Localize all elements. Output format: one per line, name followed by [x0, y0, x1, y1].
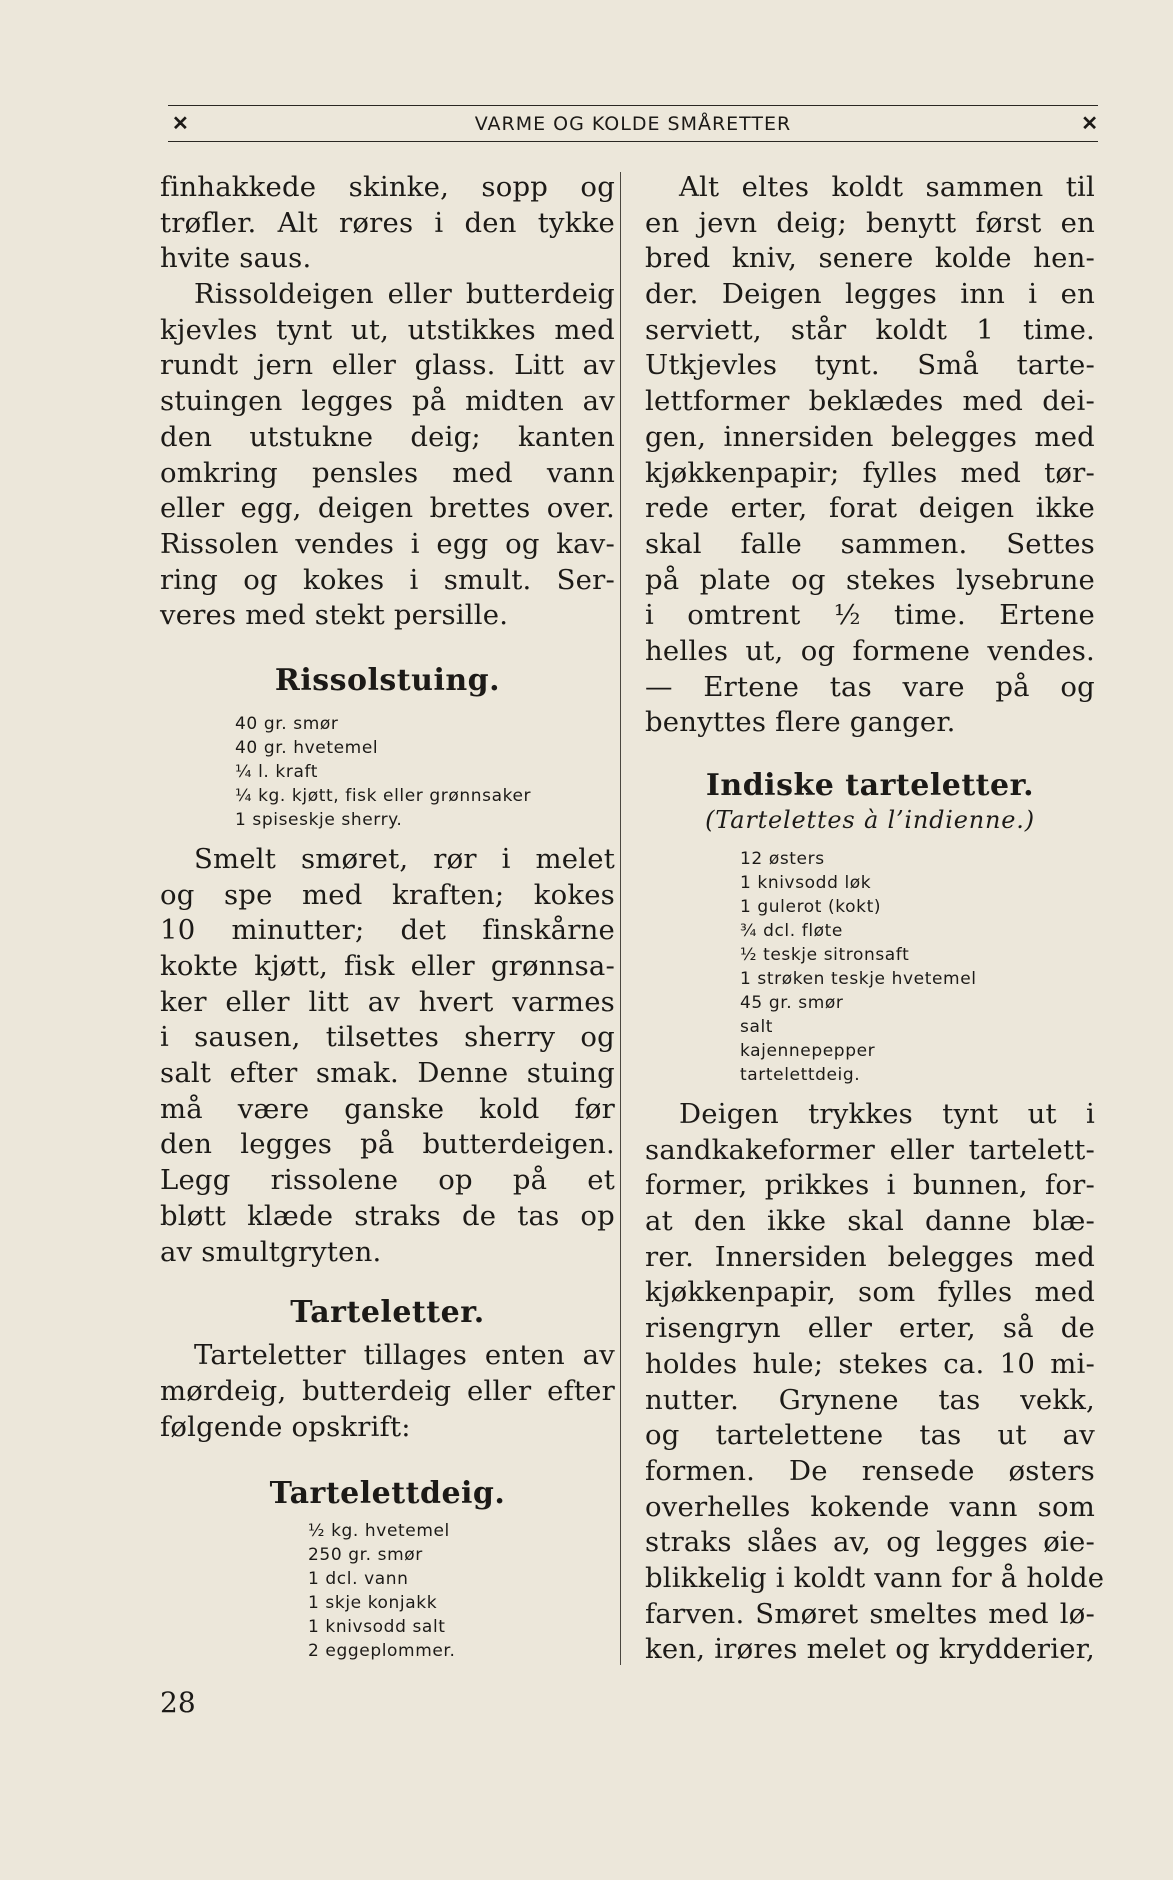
page-number: 28: [160, 1686, 196, 1719]
text-line: sandkakeformer eller tartelett-: [645, 1133, 1095, 1166]
ingredient-item: 40 gr. smør: [235, 713, 339, 734]
text-line: i omtrent ½ time. Ertene: [645, 599, 1095, 632]
ingredient-item: 40 gr. hvetemel: [235, 737, 379, 758]
text-line: en jevn deig; benytt først en: [645, 206, 1095, 239]
text-line: holdes hule; stekes ca. 10 mi-: [645, 1347, 1095, 1380]
paragraph: [160, 277, 615, 634]
text-line: må være ganske kold før: [160, 1092, 615, 1125]
ingredient-item: ¼ kg. kjøtt, fisk eller grønnsaker: [235, 785, 532, 806]
ingredient-item: 1 knivsodd løk: [740, 873, 872, 893]
text-line: Deigen trykkes tynt ut i: [679, 1098, 1095, 1130]
ingredient-item: 45 gr. smør: [740, 993, 844, 1013]
text-line: rundt jern eller glass. Litt av: [160, 349, 615, 382]
right-column: [645, 170, 1105, 1668]
text-line: — Ertene tas vare på og: [645, 670, 1095, 703]
text-line: at den ikke skal danne blæ-: [645, 1205, 1095, 1238]
text-line: rede erter, forat deigen ikke: [645, 492, 1095, 525]
text-line: Legg rissolene op på et: [160, 1164, 615, 1197]
text-line: den utstukne deig; kanten: [160, 420, 615, 453]
text-line: overhelles kokende vann som: [645, 1490, 1095, 1523]
text-line: ring og kokes i smult. Ser-: [160, 563, 615, 596]
ingredient-item: 1 spiseskje sherry.: [235, 809, 403, 830]
text-line: kjøkkenpapir; fylles med tør-: [645, 456, 1095, 489]
left-column: [160, 170, 615, 1663]
text-line: eller egg, deigen brettes over.: [160, 492, 615, 525]
ingredient-item: salt: [740, 1017, 774, 1037]
ingredient-list: [235, 712, 615, 832]
text-line: Utkjevles tynt. Små tarte-: [645, 349, 1095, 382]
text-line: i sausen, tilsettes sherry og: [160, 1021, 615, 1054]
text-line: trøfler. Alt røres i den tykke: [160, 206, 615, 239]
text-line: og tartelettene tas ut av: [645, 1419, 1095, 1452]
text-line: Alt eltes koldt sammen til: [679, 171, 1095, 203]
recipe-indiske-tarteletter: [645, 767, 1105, 1668]
text-line: bred kniv, senere kolde hen-: [645, 242, 1095, 275]
recipe-heading: Tartelettdeig.: [269, 1476, 506, 1512]
recipe-tartelettdeig: [160, 1475, 615, 1663]
ingredient-list: [308, 1519, 615, 1663]
recipe-heading: Indiske tarteletter.: [705, 768, 1035, 803]
text-line: veres med stekt persille.: [160, 599, 509, 632]
text-line: mørdeig, butterdeig eller efter: [160, 1374, 615, 1407]
text-line: risengryn eller erter, så de: [645, 1312, 1095, 1345]
recipe-tarteletter: [160, 1294, 615, 1445]
text-line: farven. Smøret smeltes med lø-: [645, 1597, 1095, 1630]
ingredient-item: ½ teskje sitronsaft: [740, 945, 910, 965]
running-header: [168, 103, 1098, 143]
text-line: rer. Innersiden belegges med: [645, 1240, 1095, 1273]
ingredient-item: kajennepepper: [740, 1041, 876, 1061]
text-line: og spe med kraften; kokes: [160, 878, 615, 911]
ingredient-item: 1 strøken teskje hvetemel: [740, 969, 977, 989]
header-rule-top: [168, 105, 1098, 106]
ingredient-item: 1 gulerot (kokt): [740, 897, 882, 917]
ingredient-item: ½ kg. hvetemel: [308, 1521, 450, 1542]
paragraph: [645, 170, 1095, 741]
text-line: Tarteletter tillages enten av: [194, 1339, 615, 1372]
column-divider: [620, 172, 621, 1665]
paragraph: [645, 1097, 1105, 1668]
text-line: finhakkede skinke, sopp og: [160, 171, 615, 203]
text-line: serviett, står koldt 1 time.: [645, 313, 1095, 346]
ingredient-item: 1 skje konjakk: [308, 1593, 438, 1614]
text-line: av smultgryten.: [160, 1235, 382, 1268]
text-line: benyttes flere ganger.: [645, 706, 956, 739]
recipe-rissolstuing: [160, 662, 615, 1270]
text-line: Smelt smøret, rør i melet: [194, 842, 615, 875]
text-line: helles ut, og formene vendes.: [645, 634, 1095, 667]
text-line: lettformer beklædes med dei-: [645, 385, 1095, 418]
ingredient-item: 1 dcl. vann: [308, 1569, 409, 1590]
text-line: salt efter smak. Denne stuing: [160, 1057, 615, 1090]
text-line: Rissolen vendes i egg og kav-: [160, 527, 615, 560]
ingredient-item: tartelettdeig.: [740, 1065, 861, 1085]
text-line: ken, irøres melet og krydderier,: [645, 1633, 1095, 1666]
text-line: gen, innersiden belegges med: [645, 420, 1095, 453]
text-line: der. Deigen legges inn i en: [645, 278, 1095, 311]
ingredient-item: 1 knivsodd salt: [308, 1617, 446, 1638]
text-line: kokte kjøtt, fisk eller grønnsa-: [160, 950, 615, 982]
paragraph: [160, 842, 615, 1270]
recipe-heading: Tarteletter.: [290, 1295, 485, 1331]
text-line: Rissoldeigen eller butterdeig: [194, 278, 615, 311]
ingredient-item: 250 gr. smør: [308, 1545, 423, 1566]
paragraph: [160, 170, 615, 277]
text-line: kjøkkenpapir, som fylles med: [645, 1276, 1095, 1309]
text-line: straks slåes av, og legges øie-: [645, 1526, 1095, 1559]
ingredient-item: 12 østers: [740, 849, 825, 869]
text-line: hvite saus.: [160, 242, 312, 275]
text-line: formen. De rensede østers: [645, 1454, 1095, 1487]
ingredient-list: [740, 847, 1095, 1087]
text-line: omkring pensles med vann: [160, 456, 615, 489]
header-rule-bottom: [168, 141, 1098, 142]
text-line: nutter. Grynene tas vekk,: [645, 1383, 1095, 1416]
cross-ornament-icon: ✕: [172, 111, 189, 135]
recipe-subheading: (Tartelettes à l’indienne.): [705, 806, 1035, 834]
text-line: bløtt klæde straks de tas op: [160, 1199, 615, 1232]
text-line: på plate og stekes lysebrune: [645, 563, 1095, 596]
running-title: VARME OG KOLDE SMÅRETTER: [474, 113, 792, 135]
text-line: følgende opskrift:: [160, 1410, 411, 1443]
text-line: former, prikkes i bunnen, for-: [645, 1169, 1095, 1202]
text-line: stuingen legges på midten av: [160, 385, 615, 418]
paragraph: [160, 1338, 615, 1445]
recipe-heading: Rissolstuing.: [274, 662, 501, 698]
text-line: den legges på butterdeigen.: [160, 1128, 615, 1161]
text-line: ker eller litt av hvert varmes: [160, 985, 615, 1018]
text-line: kjevles tynt ut, utstikkes med: [160, 313, 615, 346]
ingredient-item: ¾ dcl. fløte: [740, 921, 843, 941]
cross-ornament-icon: ✕: [1081, 111, 1098, 135]
ingredient-item: ¼ l. kraft: [235, 761, 319, 782]
text-line: skal falle sammen. Settes: [645, 527, 1095, 560]
text-line: 10 minutter; det finskårne: [160, 914, 615, 947]
ingredient-item: 2 eggeplommer.: [308, 1641, 456, 1662]
text-line: blikkelig i koldt vann for å holde: [645, 1561, 1105, 1594]
